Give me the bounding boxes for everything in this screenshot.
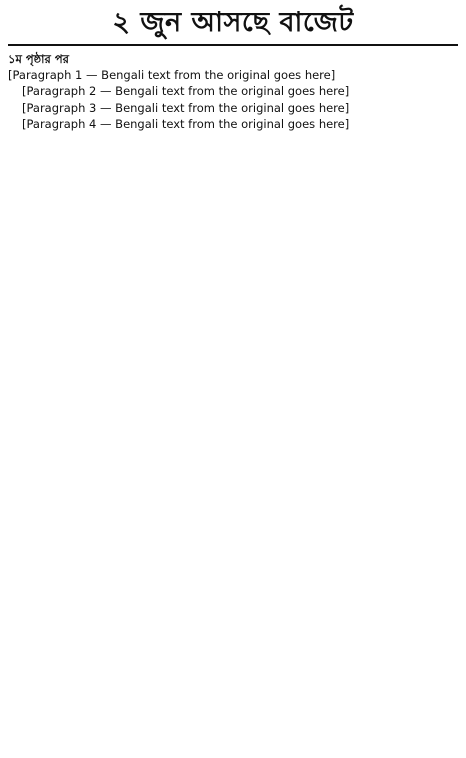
headline-divider xyxy=(8,44,458,46)
article-headline: ২ জুন আসছে বাজেট xyxy=(112,7,354,38)
article-paragraph: [Paragraph 1 — Bengali text from the original goes here] xyxy=(8,68,336,82)
article-body xyxy=(8,68,458,133)
continued-from-label: ১ম পৃষ্ঠার পর xyxy=(8,52,69,66)
article-paragraph: [Paragraph 2 — Bengali text from the original goes here] xyxy=(22,84,350,99)
article-paragraph: [Paragraph 3 — Bengali text from the original goes here] xyxy=(22,100,350,115)
article-paragraph: [Paragraph 4 — Bengali text from the original goes here] xyxy=(22,117,350,132)
